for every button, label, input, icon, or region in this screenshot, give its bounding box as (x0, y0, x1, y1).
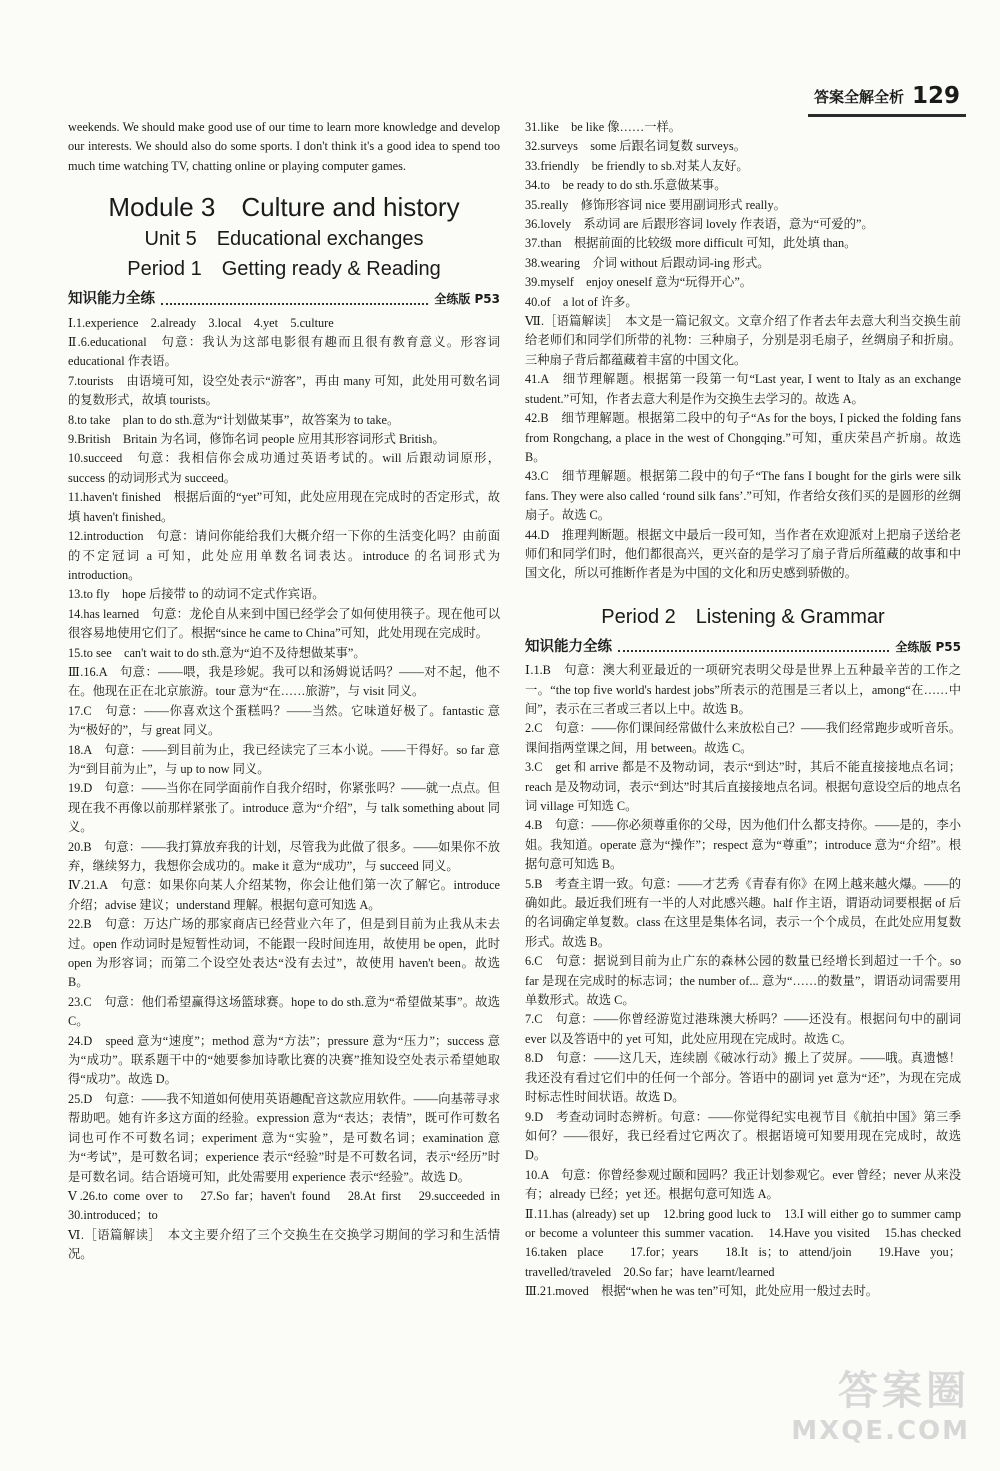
section-title: 知识能力全练 (68, 291, 155, 308)
answer-item: Ⅵ.［语篇解读］ 本文主要介绍了三个交换生在交换学习期间的学习和生活情况。 (68, 1227, 500, 1262)
answer-item: 4.B 句意：——你必须尊重你的父母，因为他们什么都支持你。——是的，李小姐。我知道。operate 意为“操作”；respect 意为“尊重”；introduce 意为“介绍”。根据句意可知选 B。 (525, 818, 961, 872)
answer-item: 14.has learned 句意：龙伦自从来到中国已经学会了如何使用筷子。现在他可以很容易地使用它们了。根据“since he came to China”可知，此处用现在完成时。 (68, 606, 500, 641)
answer-item: 2.C 句意：——你们课间经常做什么来放松自己？——我们经常跑步或听音乐。课间指两堂课之间，用 between。故选 C。 (525, 721, 961, 755)
answer-item: 9.British Britain 为名词，修饰名词 people 应用其形容词形式 British。 (68, 432, 445, 447)
answer-item: 19.D 句意：——当你在同学面前作自我介绍时，你紧张吗？——就一点点。但现在我不再像以前那样紧张了。introduce 意为“介绍”，与 talk something about 同义。 (68, 781, 500, 835)
answer-item: 11.haven't finished 根据后面的“yet”可知，此处应用现在完成时的否定形式，故填 haven't finished。 (68, 490, 500, 524)
answer-item: 31.like be like 像……一样。 (525, 120, 682, 134)
answer-item: 5.B 考查主谓一致。句意：——才艺秀《青春有你》在网上越来越火爆。——的确如此。最近我们班有一半的人对此感兴趣。half 作主语，谓语动词要根据 of 后的名词确定单复数。class 在这里是集体名词，表示一个个成员，在此处应用复数形式。故选 B。 (525, 876, 961, 949)
dotted-leader (161, 295, 428, 305)
section-ref: 全练版 P53 (434, 292, 500, 307)
answer-item: 20.B 句意：——我打算放弃我的计划，尽管我为此做了很多。——如果你不放弃，继续努力，我想你会成功的。make it 意为“成功”，与 succeed 同义。 (68, 839, 500, 873)
watermark (791, 1359, 970, 1446)
module-heading: Module 3 Culture and history (108, 192, 460, 223)
answer-item: 8.to take plan to do sth.意为“计划做某事”，故答案为 to take。 (68, 412, 400, 427)
answer-item: 38.wearing 介词 without 后跟动词-ing 形式。 (525, 255, 770, 270)
answer-item: 8.D 句意：——这几天，连续剧《破冰行动》搬上了荧屏。——哦。真遗憾！我还没有看过它们中的任何一个部分。答语中的副词 yet 意为“还”，为现在完成时标志性时间状语。故选 D。 (525, 1051, 961, 1105)
answer-item: 15.to see can't wait to do sth.意为“迫不及待想做某事”。 (68, 645, 366, 660)
answer-item: Ⅶ.［语篇解读］ 本文是一篇记叙文。文章介绍了作者去年去意大利当交换生前给老师们和同学们所带的礼物：三种扇子，分别是羽毛扇子，丝绸扇子和折扇。三种扇子背后都蕴藏着丰富的中国文化。 (525, 314, 961, 367)
period-heading: Period 2 Listening & Grammar (601, 605, 885, 628)
period-heading: Period 1 Getting ready & Reading (127, 258, 441, 281)
answer-item: 7.C 句意：——你曾经游览过港珠澳大桥吗？——还没有。根据问句中的副词 ever 以及答语中的 yet 可知，此处应用现在完成时。故选 C。 (525, 1012, 961, 1046)
answer-item: 44.D 推理判断题。根据文中最后一段可知，当作者在欢迎派对上把扇子送给老师们和同学们时，他们都很高兴，更兴奋的是学习了扇子背后所蕴藏的故事和中国文化，所以可推断作者是为中国的文化和历史感到骄傲的。 (525, 527, 961, 581)
answer-item: Ⅰ.1.B 句意：澳大利亚最近的一项研究表明父母是世界上五种最辛苦的工作之一。“the top five world's hardest jobs”所表示的范围是三者以上，among“在……中间”，表示在三者或三者以上中。故选 B。 (525, 663, 961, 716)
answer-item: 6.C 句意：据说到目前为止广东的森林公园的数量已经增长到超过一千个。so far 是现在完成时的标志词；the number of... 意为“……的数量”，谓语动词需要用单数形式。故选 C。 (525, 954, 961, 1008)
answer-item: 37.than 根据前面的比较级 more difficult 可知，此处填 than。 (525, 236, 857, 251)
answer-item: 43.C 细节理解题。根据第二段中的句子“The fans I bought for the girls were silk fans. They were also called ‘round silk fans’.”可知，作者给女孩们买的是圆形的丝绸扇子。故选 C。 (525, 469, 961, 523)
answer-item: 25.D 句意：——我不知道如何使用英语趣配音这款应用软件。——向基蒂寻求帮助吧。她有许多这方面的经验。expression 意为“表达；表情”，既可作可数名词也可作不可数名词；experiment 意为“实验”，是可数名词；examination 意为“考试”，是可数名词；experience 表示“经验”时是不可数名词，表示“经历”时是可数名词。结合语境可知，此处需要用 experience 表示“经验”。故选 D。 (68, 1091, 500, 1184)
dotted-leader (618, 642, 889, 652)
answer-item: Ⅲ.21.moved 根据“when he was ten”可知，此处应用一般过去时。 (525, 1284, 879, 1299)
answer-list (68, 314, 513, 1265)
answer-item: 10.succeed 句意：我相信你会成功通过英语考试的。will 后跟动词原形，success 的动词形式为 succeed。 (68, 451, 500, 485)
answer-item: 32.surveys some 后跟名词复数 surveys。 (525, 139, 746, 154)
answer-item: 22.B 句意：万达广场的那家商店已经营业六年了，但是到目前为止我从未去过。open 作动词时是短暂性动词，不能跟一段时间连用，故使用 be open，此时 open 为形容词；而第二个设空处表达“没有去过”，故使用 haven't been。故选 B。 (68, 917, 500, 990)
answer-item: Ⅲ.16.A 句意：——喂，我是珍妮。我可以和汤姆说话吗？——对不起，他不在。他现在正在北京旅游。tour 意为“在……旅游”，与 visit 同义。 (68, 664, 500, 699)
section-title: 知识能力全练 (525, 638, 612, 655)
answer-item: 39.myself enjoy oneself 意为“玩得开心”。 (525, 275, 753, 290)
section-heading (525, 638, 961, 657)
header-title: 答案全解全析 (813, 87, 904, 106)
answer-item: 41.A 细节理解题。根据第一段第一句“Last year, I went to Italy as an exchange student.”可知，作者去意大利是作为交换生去学习的。故选 A。 (525, 372, 961, 406)
header-rule (808, 114, 966, 117)
answer-item: Ⅱ.11.has (already) set up 12.bring good luck to 13.I will either go to summer camp or become a volunteer this summer vacation. 14.Have you visited 15.has checked 16.taken place 17.for；years 18.It is；to attend/join 19.Have you；travelled/traveled 20.So far；have learnt/learned (525, 1206, 974, 1279)
answer-item: Ⅴ.26.to come over to 27.So far；haven't found 28.At first 29.succeeded in 30.introduced；to (68, 1188, 513, 1223)
answer-item: Ⅳ.21.A 句意：如果你向某人介绍某物，你会让他们第一次了解它。introduce 介绍；advise 建议；understand 理解。根据句意可知选 A。 (68, 878, 500, 912)
page-header (814, 78, 960, 114)
answer-item: 17.C 句意：——你喜欢这个蛋糕吗？——当然。它味道好极了。fantastic 意为“极好的”，与 great 同义。 (68, 703, 500, 738)
answer-item: 18.A 句意：——到目前为止，我已经读完了三本小说。——干得好。so far 意为“到目前为止”，与 up to now 同义。 (68, 742, 500, 776)
watermark-line-2: MXQE.COM (791, 1416, 970, 1446)
answer-item: 10.A 句意：你曾经参观过颐和园吗？我正计划参观它。ever 曾经；never 从来没有；already 已经；yet 还。根据句意可知选 A。 (525, 1167, 961, 1202)
section-heading (68, 290, 500, 309)
answer-item: Ⅰ.1.experience 2.already 3.local 4.yet 5.culture (68, 315, 334, 330)
answer-item: 3.C get 和 arrive 都是不及物动词，表示“到达”时，其后不能直接接地点名词；reach 是及物动词，表示“到达”时其后直接接地点名词。根据句意设空后的地点名词 village 可知选 C。 (525, 760, 961, 813)
page-number: 129 (911, 83, 960, 109)
answer-item: 12.introduction 句意：请问你能给我们大概介绍一下你的生活变化吗？由前面的不定冠词 a 可知，此处应用单数名词表达。introduce 的名词形式为 introduction。 (68, 529, 500, 582)
answer-item: Ⅱ.6.educational 句意：我认为这部电影很有趣而且很有教育意义。形容词 educational 作表语。 (68, 335, 500, 369)
answer-list (525, 661, 974, 1301)
answer-item: 36.lovely 系动词 are 后跟形容词 lovely 作表语，意为“可爱的”。 (525, 217, 874, 232)
intro-paragraph: weekends. We should make good use of our time to learn more knowledge and develop our interests. We should also do some sports. I don't think it's a good idea to spend too much time watching TV, chatting online or playing computer games. (68, 120, 500, 173)
answer-item: 34.to be ready to do sth.乐意做某事。 (525, 178, 727, 193)
unit-heading: Unit 5 Educational exchanges (144, 228, 424, 251)
answer-item: 9.D 考查动词时态辨析。句意：——你觉得纪实电视节目《航拍中国》第三季如何？——很好，我已经看过它两次了。根据语境可知要用现在完成时，故选 D。 (525, 1109, 961, 1163)
answer-item: 40.of a lot of 许多。 (525, 294, 638, 309)
answer-item: 24.D speed 意为“速度”；method 意为“方法”；pressure 意为“压力”；success 意为“成功”。联系题干中的“她要参加诗歌比赛的决赛”推知设空处表示希望她取得“成功”。故选 D。 (68, 1033, 500, 1087)
answer-item: 35.really 修饰形容词 nice 要用副词形式 really。 (525, 197, 786, 212)
answer-list (525, 118, 961, 584)
section-ref: 全练版 P55 (895, 639, 961, 654)
answer-item: 7.tourists 由语境可知，设空处表示“游客”，再由 many 可知，此处用可数名词的复数形式，故填 tourists。 (68, 373, 500, 408)
answer-item: 33.friendly be friendly to sb.对某人友好。 (525, 158, 749, 173)
answer-item: 23.C 句意：他们希望赢得这场篮球赛。hope to do sth.意为“希望做某事”。故选 C。 (68, 994, 500, 1029)
left-column (68, 118, 513, 1265)
watermark-line-1: 答案圈 (838, 1368, 970, 1414)
answer-item: 13.to fly hope 后接带 to 的动词不定式作宾语。 (68, 587, 325, 602)
answer-item: 42.B 细节理解题。根据第二段中的句子“As for the boys, I picked the folding fans from Rongchang, a place in the west of Chongqing.”可知，重庆荣昌产折扇。故选 B。 (525, 411, 961, 464)
right-column (525, 118, 974, 1302)
